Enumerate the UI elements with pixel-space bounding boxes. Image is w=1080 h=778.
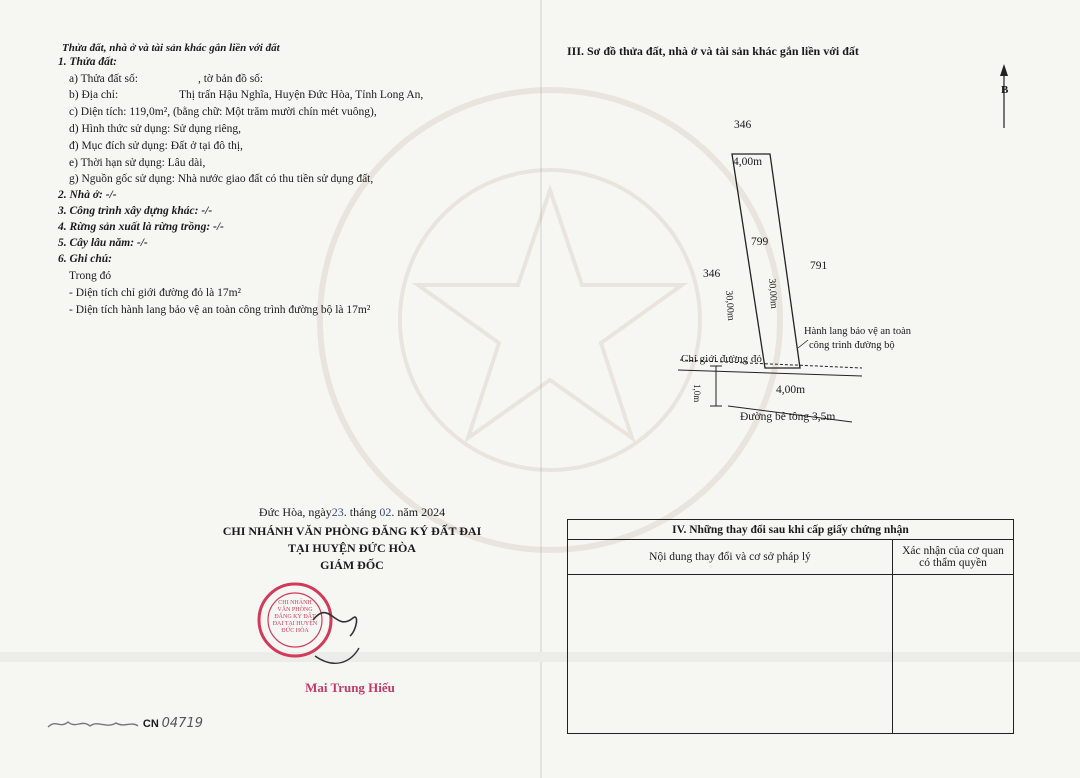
year-text: . năm 2024 [391,505,446,519]
section-1-title: 1. Thửa đất: [58,56,117,68]
issue-date [220,506,484,519]
road-edge-line [678,370,862,376]
note-intro: Trong đó [69,270,112,282]
date-prefix: Đức Hòa, ngày [258,505,332,519]
office-line-2: TẠI HUYỆN ĐỨC HÒA [288,541,416,555]
section-6-title: 6. Ghi chú: [58,253,112,265]
map-sheet-label: , tờ bản đồ số: [197,73,264,85]
north-label: B [1001,84,1009,96]
length-left-label: 30,00m [723,290,737,322]
corridor-pointer [798,340,808,348]
usage-term-line: e) Thời hạn sử dụng: Lâu dài, [69,157,206,169]
bottom-width-label: 4,00m [776,384,806,396]
usage-origin-line: g) Nguồn gốc sử dụng: Nhà nước giao đất có thu tiền sử dụng đất, [69,173,374,185]
corridor-label-1: Hành lang bảo vệ an toàn [804,326,912,337]
address-label: b) Địa chỉ: [69,89,119,101]
note-line-1: - Diện tích chỉ giới đường đỏ là 17m² [69,287,241,299]
red-line-label: Chỉ giới đường đỏ [681,353,762,365]
parcel-number: 799 [751,236,769,248]
setback-label: 1,0m [692,384,702,403]
changes-table [567,519,1014,734]
column-header-content: Nội dung thay đổi và cơ sở pháp lý [568,540,893,575]
handwritten-mark [46,717,140,731]
position-title: GIÁM ĐỐC [320,558,384,572]
signer-name: Mai Trung Hiếu [305,680,395,695]
left-header: Thửa đất, nhà ở và tài sản khác gắn liền với đất [62,42,280,54]
adjacent-parcel-left: 346 [703,268,721,280]
serial-line [46,717,203,731]
confirmation-line-1: Xác nhận của cơ quan [902,545,1004,557]
changes-title: IV. Những thay đổi sau khi cấp giấy chứng nhận [568,520,1014,540]
column-header-confirmation [893,540,1014,575]
parcel-number-line [69,72,263,86]
length-right-label: 30,00m [766,278,780,310]
serial-prefix: CN [142,718,159,730]
issue-day: 23 [331,505,344,519]
corridor-label-2: công trình đường bộ [809,340,895,351]
month-label: . tháng [343,505,377,519]
serial-number: 04719 [161,716,203,731]
changes-content-cell [568,575,893,734]
section-2: 2. Nhà ở: -/- [58,189,117,201]
usage-form-line: d) Hình thức sử dụng: Sử dụng riêng, [69,123,242,135]
issue-month: 02 [379,505,392,519]
area-line: c) Diện tích: 119,0m², (bằng chữ: Một trăm mười chín mét vuông), [69,106,377,118]
top-width-label: 4,00m [733,156,763,168]
note-line-2: - Diện tích hành lang bảo vệ an toàn công trình đường bộ là 17m² [69,304,371,316]
adjacent-parcel-right: 791 [810,260,828,272]
diagram-title: III. Sơ đồ thửa đất, nhà ở và tài sản khác gắn liền với đất [567,44,859,58]
stamp-text: CHI NHÁNH VĂN PHÒNG ĐĂNG KÝ ĐẤT ĐAI TẠI HUYỆN ĐỨC HÒA [272,600,318,634]
adjacent-parcel-top: 346 [734,119,752,131]
parcel-outline [732,154,800,368]
section-5: 5. Cây lâu năm: -/- [58,237,148,249]
address-value: Thị trấn Hậu Nghĩa, Huyện Đức Hòa, Tỉnh Long An, [179,89,424,101]
office-line-1: CHI NHÁNH VĂN PHÒNG ĐĂNG KÝ ĐẤT ĐAI [222,524,482,538]
changes-confirmation-cell [893,575,1014,734]
confirmation-line-2: có thẩm quyền [919,557,987,569]
usage-purpose-line: đ) Mục đích sử dụng: Đất ở tại đô thị, [69,140,243,152]
section-4: 4. Rừng sản xuất là rừng trồng: -/- [58,221,224,233]
north-arrow-icon [994,62,1014,132]
road-label: Đường bê tông 3,5m [740,411,836,423]
redacted-field [138,72,198,82]
parcel-number-label: a) Thửa đất số: [69,73,138,85]
section-3: 3. Công trình xây dựng khác: -/- [58,205,213,217]
